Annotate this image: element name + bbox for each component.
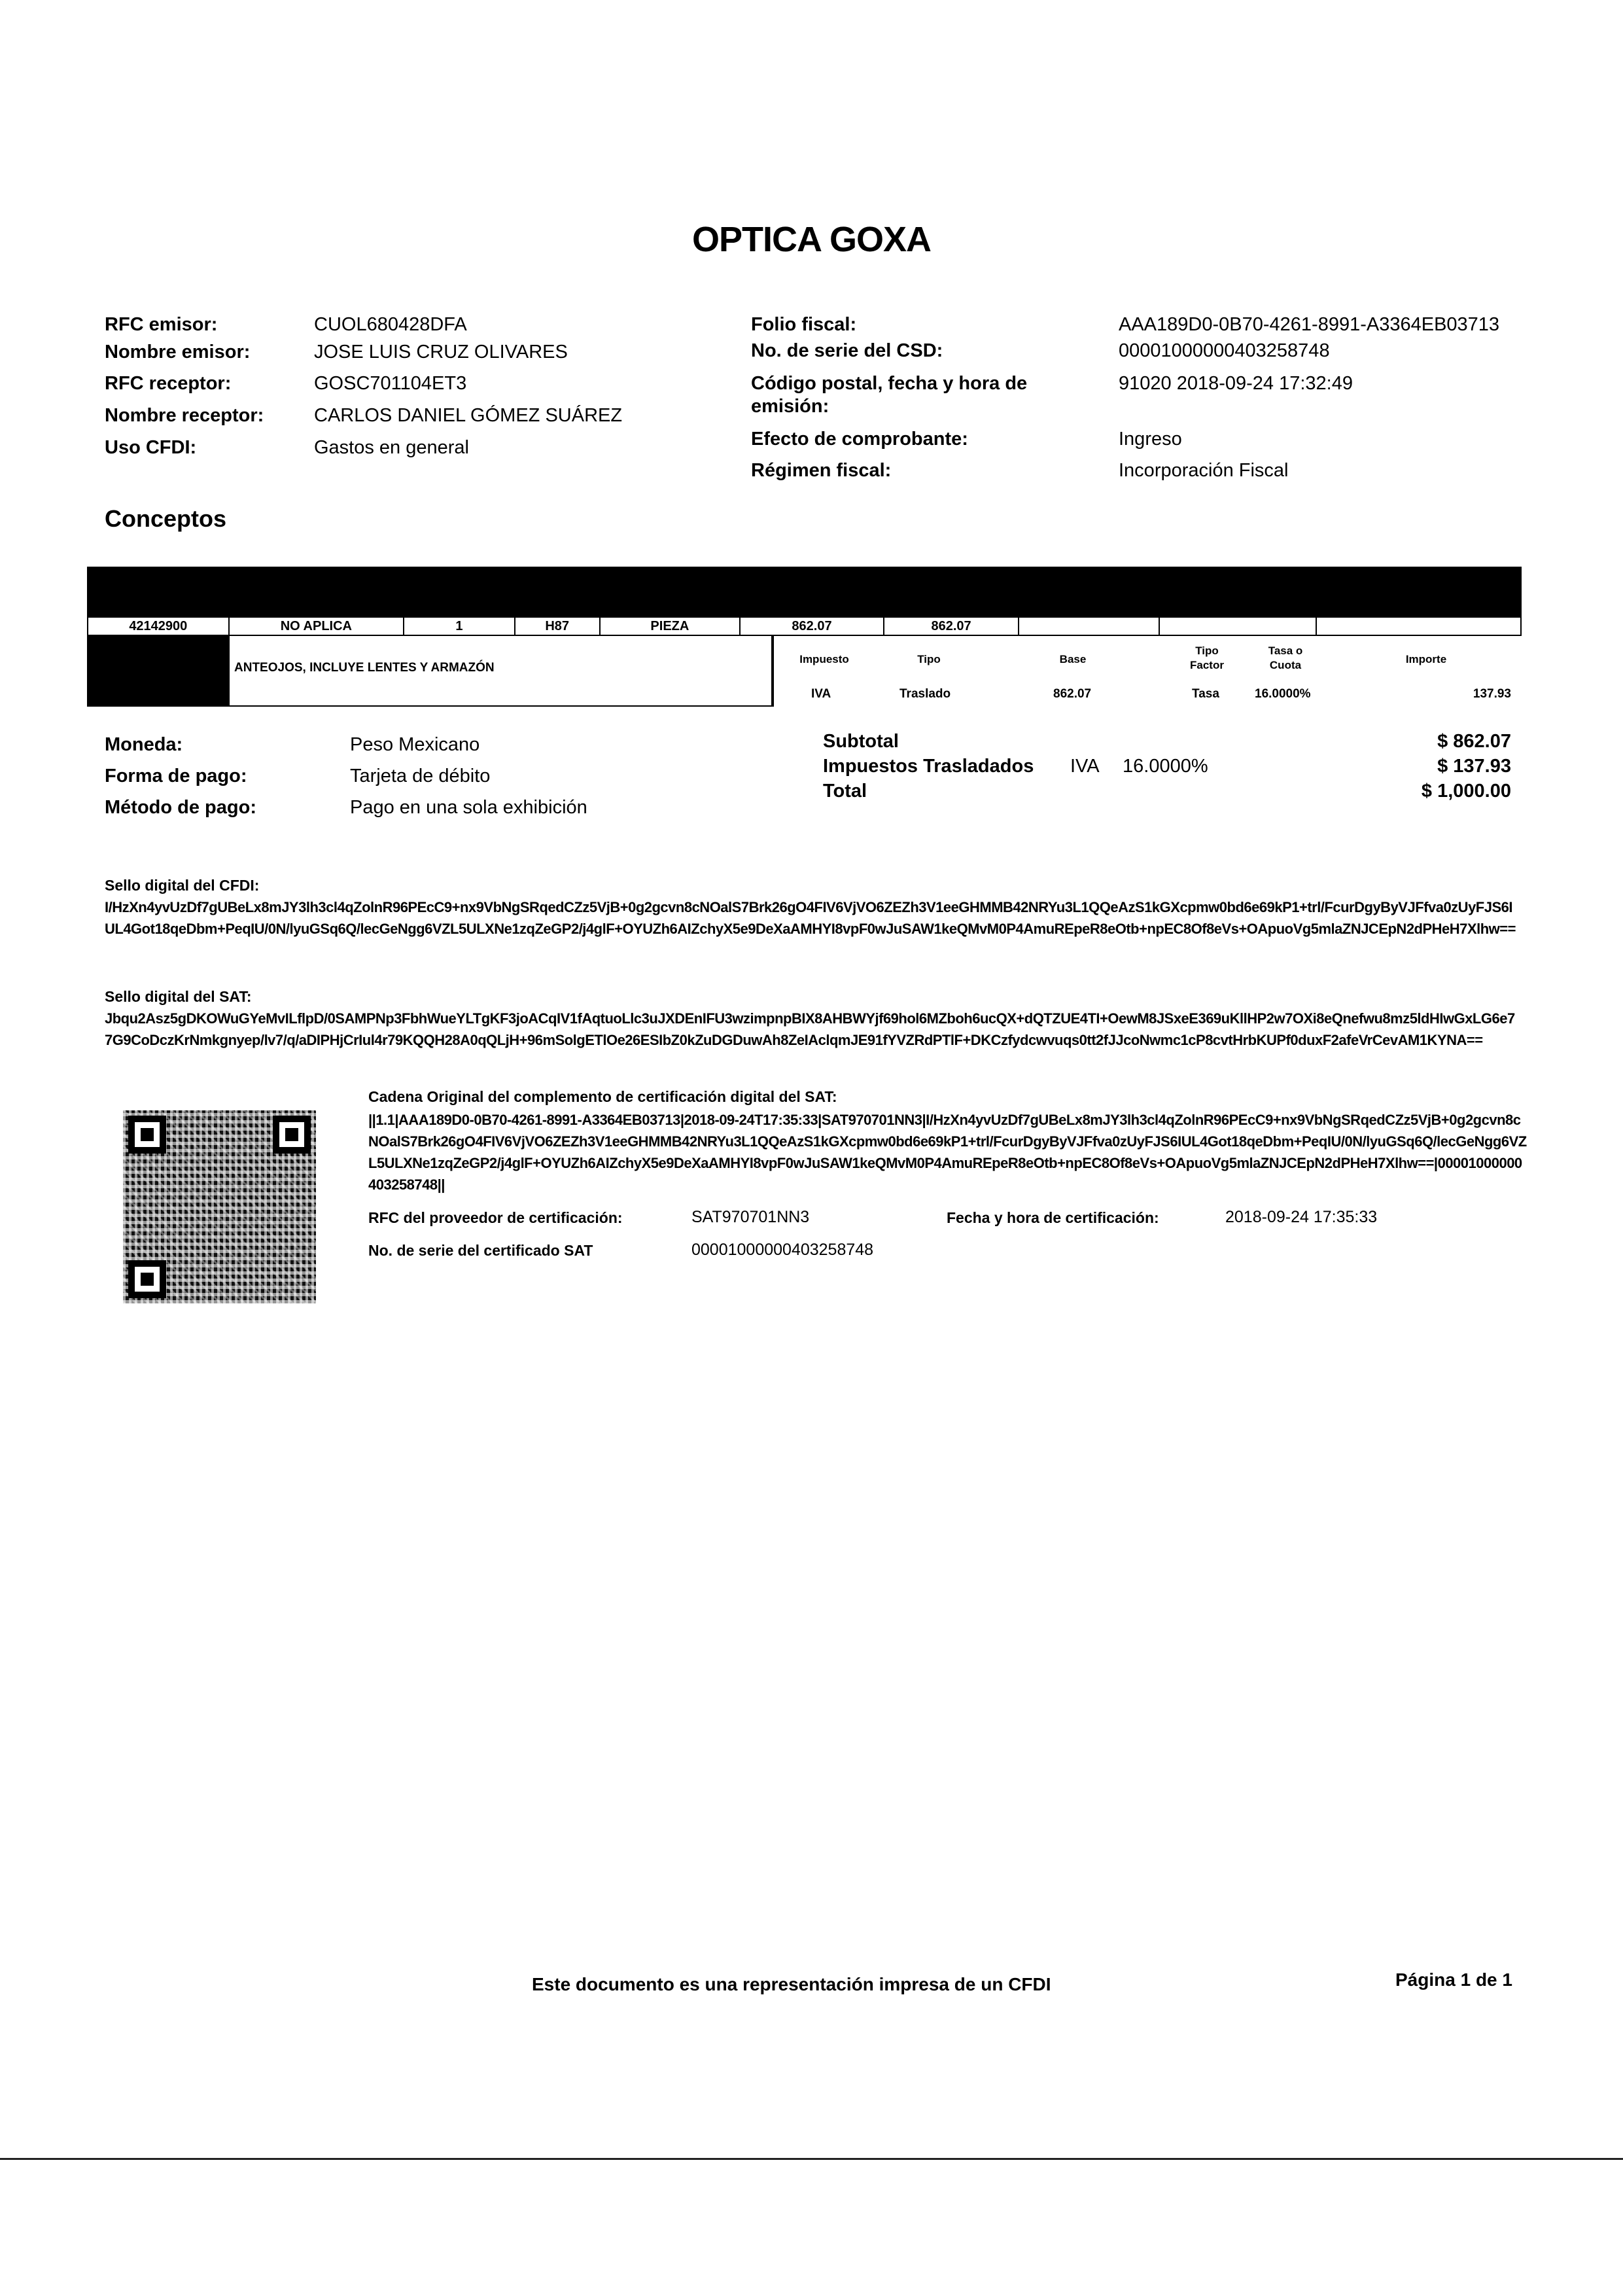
uso-cfdi-value: Gastos en general bbox=[314, 437, 469, 458]
fecha-certificacion-value: 2018-09-24 17:35:33 bbox=[1225, 1208, 1378, 1226]
concepto-cantidad: 1 bbox=[404, 618, 515, 635]
rfc-receptor-value: GOSC701104ET3 bbox=[314, 373, 467, 394]
concepto-clave-prod: 42142900 bbox=[88, 618, 230, 635]
tax-importe: 137.93 bbox=[1473, 687, 1511, 701]
qr-code bbox=[123, 1110, 316, 1303]
serie-certificado-sat-label: No. de serie del certificado SAT bbox=[368, 1242, 593, 1259]
scan-edge-line bbox=[0, 2158, 1623, 2160]
sello-sat-value: Jbqu2Asz5gDKOWuGYeMvILflpD/0SAMPNp3FbhWueYLTgKF3joACqIV1fAqtuoLlc3uJXDEnIFU3wzimpnpBIX8AHBWYjf69hol6MZboh6ucQX+dQTZUE4TI+OewM8JSxeE369uKllHP2w7OXi8eQnefwu8mz5ldHIwGxLG6e77G9CoDczKrNmkgnyep/lv7/q/aDIPHjCrIul4r79KQQH28A0qQLjH+96mSolgETlOe26ESIbZ0kZuDGDuwAh8ZeIAclqmJE91fYVZRdPTlF+DKCzfydcwvuqs0tt2fJJcoNwmc1cP8cvtHrbKUPf0duxF2afeVrCevAM1KYNA== bbox=[105, 1010, 1515, 1048]
cp-fecha-value: 91020 2018-09-24 17:32:49 bbox=[1119, 373, 1353, 394]
conceptos-row bbox=[87, 616, 1522, 636]
moneda-label: Moneda: bbox=[105, 734, 183, 755]
fecha-certificacion-label: Fecha y hora de certificación: bbox=[947, 1209, 1159, 1226]
footer-leyenda: Este documento es una representación impresa de un CFDI bbox=[532, 1974, 1051, 1994]
sello-cfdi-label: Sello digital del CFDI: bbox=[105, 877, 260, 894]
subtotal-value: $ 862.07 bbox=[1437, 731, 1511, 752]
concepto-valor-unitario: 862.07 bbox=[741, 618, 884, 635]
impuestos-tipo: IVA bbox=[1070, 756, 1100, 777]
rfc-receptor-label: RFC receptor: bbox=[105, 373, 232, 394]
rfc-emisor-value: CUOL680428DFA bbox=[314, 314, 467, 335]
concepto-extra-2 bbox=[1317, 618, 1520, 635]
concepto-no-identificacion: NO APLICA bbox=[230, 618, 405, 635]
concepto-clave-unidad: H87 bbox=[515, 618, 601, 635]
conceptos-black-cell bbox=[87, 636, 228, 707]
folio-fiscal-value: AAA189D0-0B70-4261-8991-A3364EB03713 bbox=[1119, 314, 1500, 335]
impuestos-trasladados-label: Impuestos Trasladados bbox=[823, 756, 1034, 777]
nombre-emisor-label: Nombre emisor: bbox=[105, 342, 251, 362]
rfc-proveedor-label: RFC del proveedor de certificación: bbox=[368, 1209, 623, 1226]
regimen-label: Régimen fiscal: bbox=[751, 460, 892, 481]
tax-header-base: Base bbox=[1059, 653, 1087, 665]
concepto-importe: 862.07 bbox=[884, 618, 1020, 635]
conceptos-table-header-bar bbox=[87, 567, 1522, 616]
tax-impuesto: IVA bbox=[811, 687, 831, 701]
tax-tipo: Traslado bbox=[899, 687, 951, 701]
tax-header-tipo-factor-2: Factor bbox=[1190, 659, 1224, 671]
tax-header-impuesto: Impuesto bbox=[799, 653, 849, 665]
nombre-emisor-value: JOSE LUIS CRUZ OLIVARES bbox=[314, 342, 568, 362]
uso-cfdi-label: Uso CFDI: bbox=[105, 437, 197, 458]
tax-tasa: 16.0000% bbox=[1255, 687, 1311, 701]
forma-pago-label: Forma de pago: bbox=[105, 766, 247, 786]
cp-fecha-label-line1: Código postal, fecha y hora de bbox=[751, 373, 1028, 394]
nombre-receptor-value: CARLOS DANIEL GÓMEZ SUÁREZ bbox=[314, 405, 623, 426]
tax-base: 862.07 bbox=[1053, 687, 1092, 701]
concepto-descuento bbox=[1019, 618, 1160, 635]
cadena-original-value: ||1.1|AAA189D0-0B70-4261-8991-A3364EB03713|2018-09-24T17:35:33|SAT970701NN3|I/HzXn4yvUzDf7gUBeLx8mJY3lh3cl4qZolnR96PEcC9+nx9VbNgSRqedCZz5VjB+0g2gcvn8cNOalS7Brk26gO4FIV6VjVO6ZEZh3V1eeGHMMB42NRYu3L1QQeAzS1kGXcpmw0bd6e69kP1+trl/FcurDgyByVJFfva0zUyFJS6IUL4Got18qeDbm+PeqIU/0N/lyuGSq6Q/lecGeNgg6VZL5ULXNe1zqZeGP2/j4glF+OYUZh6AIZchyX5e9DeXaAMHYI8vpF0wJuSAW1keQMvM0P4AmuREpeR8eOtb+npEC8Of8eVs+OApuoVg5mlaZNJCEpN2dPHeH7Xlhw==|00001000000403258748|| bbox=[368, 1112, 1527, 1193]
total-label: Total bbox=[823, 781, 867, 802]
regimen-value: Incorporación Fiscal bbox=[1119, 460, 1289, 481]
metodo-pago-label: Método de pago: bbox=[105, 797, 256, 818]
qr-finder-top-right bbox=[273, 1116, 311, 1154]
total-value: $ 1,000.00 bbox=[1421, 781, 1511, 802]
concepto-unidad: PIEZA bbox=[601, 618, 741, 635]
sello-cfdi-value: I/HzXn4yvUzDf7gUBeLx8mJY3lh3cl4qZolnR96PEcC9+nx9VbNgSRqedCZz5VjB+0g2gcvn8cNOalS7Brk26gO4FIV6VjVO6ZEZh3V1eeGHMMB42NRYu3L1QQeAzS1kGXcpmw0bd6e69kP1+trl/FcurDgyByVJFfva0zUyFJS6IUL4Got18qeDbm+PeqIU/0N/lyuGSq6Q/lecGeNgg6VZL5ULXNe1zqZeGP2/j4glF+OYUZh6AIZchyX5e9DeXaAMHYI8vpF0wJuSAW1keQMvM0P4AmuREpeR8eOtb+npEC8Of8eVs+OApuoVg5mlaZNJCEpN2dPHeH7Xlhw== bbox=[105, 899, 1516, 937]
folio-fiscal-label: Folio fiscal: bbox=[751, 314, 857, 335]
rfc-emisor-label: RFC emisor: bbox=[105, 314, 218, 335]
subtotal-label: Subtotal bbox=[823, 731, 899, 752]
serie-certificado-sat-value: 00001000000403258748 bbox=[691, 1241, 874, 1259]
tax-tipo-factor: Tasa bbox=[1192, 687, 1219, 701]
concepto-description: ANTEOJOS, INCLUYE LENTES Y ARMAZÓN bbox=[234, 661, 495, 675]
impuestos-value: $ 137.93 bbox=[1437, 756, 1511, 777]
tax-header-tipo-factor-1: Tipo bbox=[1195, 645, 1219, 657]
sello-sat-label: Sello digital del SAT: bbox=[105, 988, 252, 1005]
conceptos-heading: Conceptos bbox=[105, 505, 227, 532]
forma-pago-value: Tarjeta de débito bbox=[350, 766, 491, 786]
concepto-tax-box bbox=[773, 636, 1522, 707]
moneda-value: Peso Mexicano bbox=[350, 734, 480, 755]
metodo-pago-value: Pago en una sola exhibición bbox=[350, 797, 587, 818]
document-title: OPTICA GOXA bbox=[691, 220, 932, 259]
qr-finder-bottom-left bbox=[128, 1260, 166, 1298]
tax-header-tipo: Tipo bbox=[917, 653, 941, 665]
serie-csd-value: 00001000000403258748 bbox=[1119, 340, 1330, 361]
footer-pagina: Página 1 de 1 bbox=[1395, 1969, 1512, 1990]
qr-finder-top-left bbox=[128, 1116, 166, 1154]
cp-fecha-label-line2: emisión: bbox=[751, 396, 829, 417]
concepto-extra-1 bbox=[1160, 618, 1317, 635]
tax-header-importe: Importe bbox=[1405, 653, 1447, 665]
cadena-original-label: Cadena Original del complemento de certificación digital del SAT: bbox=[368, 1088, 837, 1105]
tax-header-tasa-2: Cuota bbox=[1269, 659, 1302, 671]
efecto-label: Efecto de comprobante: bbox=[751, 429, 968, 450]
rfc-proveedor-value: SAT970701NN3 bbox=[691, 1208, 810, 1226]
impuestos-tasa: 16.0000% bbox=[1123, 756, 1208, 777]
efecto-value: Ingreso bbox=[1119, 429, 1182, 450]
serie-csd-label: No. de serie del CSD: bbox=[751, 340, 943, 361]
nombre-receptor-label: Nombre receptor: bbox=[105, 405, 264, 426]
tax-header-tasa-1: Tasa o bbox=[1268, 645, 1303, 657]
